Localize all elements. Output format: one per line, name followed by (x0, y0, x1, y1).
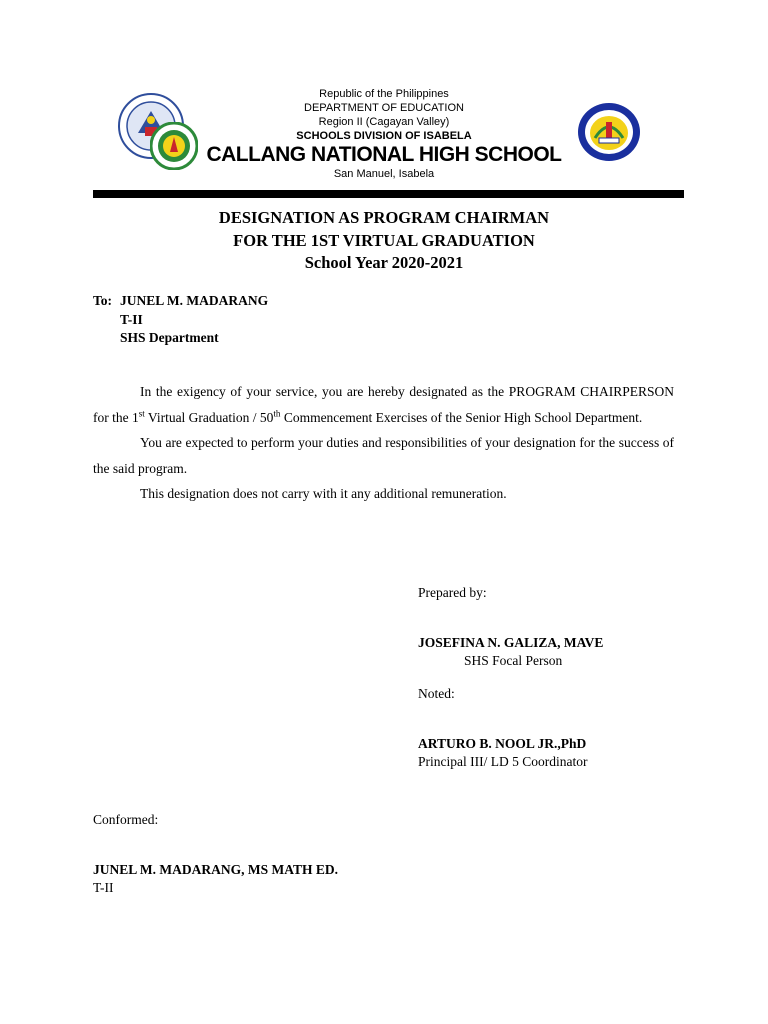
preparer-name: JOSEFINA N. GALIZA, MAVE (418, 635, 604, 650)
header-department: DEPARTMENT OF EDUCATION (304, 102, 464, 114)
header-division: SCHOOLS DIVISION OF ISABELA (296, 130, 472, 142)
conformer-name: JUNEL M. MADARANG, MS MATH ED. (93, 862, 338, 877)
header-republic: Republic of the Philippines (319, 88, 449, 100)
noter-name: ARTURO B. NOOL JR.,PhD (418, 736, 587, 751)
letter-body (93, 379, 674, 507)
header-region: Region II (Cagayan Valley) (318, 116, 450, 128)
title-line-2: FOR THE 1ST VIRTUAL GRADUATION (233, 231, 535, 250)
title-line-1: DESIGNATION AS PROGRAM CHAIRMAN (218, 208, 550, 227)
header-school-name: CALLANG NATIONAL HIGH SCHOOL (206, 143, 562, 166)
body-paragraph-1: In the exigency of your service, you are hereby designated as the PROGRAM CHAIRPERSON for the 1st Virtual Graduation / 50th Commencement Exercises of the Senior High School Department. (93, 384, 674, 425)
to-label: To: (93, 293, 113, 308)
title-line-3: School Year 2020-2021 (304, 253, 464, 272)
body-paragraph-3: This designation does not carry with it any additional remuneration. (140, 486, 507, 501)
header-location: San Manuel, Isabela (333, 168, 435, 180)
conformed-label: Conformed: (93, 812, 159, 827)
prepared-by-label: Prepared by: (418, 585, 487, 600)
conformer-title: T-II (93, 880, 114, 895)
body-paragraph-2: You are expected to perform your duties and responsibilities of your designation for the success of the said program. (93, 435, 674, 476)
header-divider (93, 190, 684, 198)
recipient-position: T-II (120, 312, 143, 327)
noter-title: Principal III/ LD 5 Coordinator (418, 754, 588, 769)
preparer-title: SHS Focal Person (464, 653, 563, 668)
noted-label: Noted: (418, 686, 455, 701)
recipient-department: SHS Department (120, 330, 219, 345)
recipient-name: JUNEL M. MADARANG (120, 293, 269, 308)
